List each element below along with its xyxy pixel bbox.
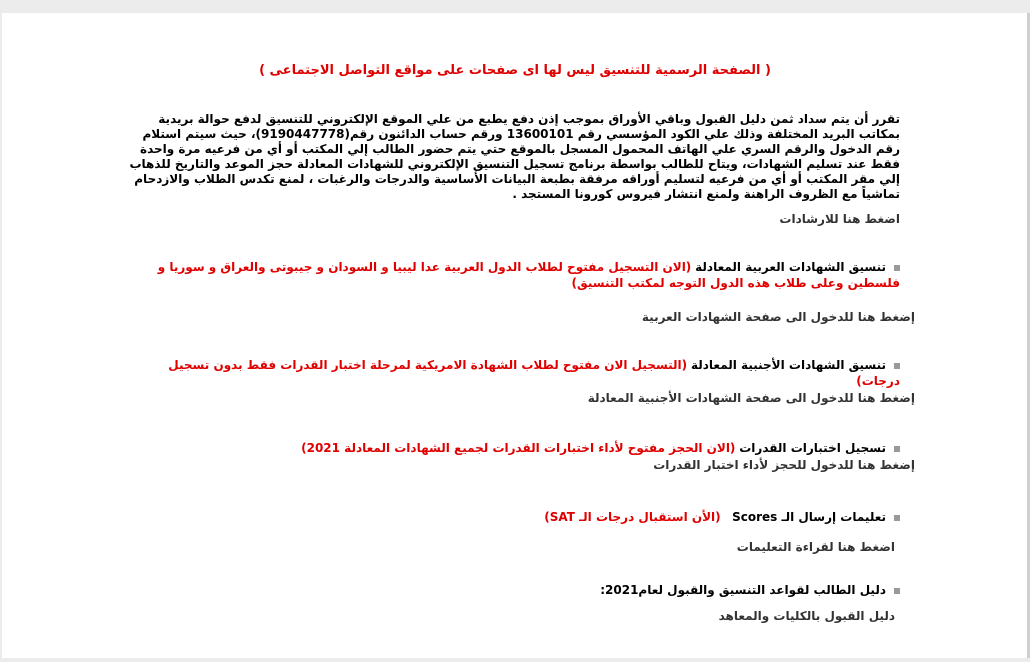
section-title: تنسيق الشهادات العربية المعادلة [695,260,886,274]
bullet-icon [894,265,900,271]
section-title: دليل الطالب لقواعد التنسيق والقبول لعام2021: [600,583,886,597]
bullet-icon [894,363,900,369]
official-page-notice: ( الصفحة الرسمية للتنسيق ليس لها اى صفحات على مواقع التواصل الاجتماعى ) [259,63,771,78]
section-arabic-certificates [110,259,900,291]
page-content [2,13,1030,658]
scores-instructions-link[interactable]: اضغط هنا لقراءة التعليمات [736,540,895,554]
section-foreign-certificates [140,357,900,389]
section-title: تسجيل اختبارات القدرات [739,441,886,455]
section-student-guide [110,582,900,598]
section-title: تعليمات إرسال الـ Scores [732,510,886,524]
section-status: (التسجيل الان مفتوح لطلاب الشهادة الامريكية لمرحلة اختبار القدرات فقط بدون تسجيل درجات) [168,358,900,388]
section-aptitude-tests [110,440,900,456]
arabic-certificates-link[interactable]: إضغط هنا للدخول الى صفحة الشهادات العربية [641,310,915,324]
intro-paragraph: تقرر أن يتم سداد ثمن دليل القبول وباقي الأوراق بموجب إذن دفع يطبع من علي الموقع الإلكتروني للتنسيق لدفع حوالة بريدية بمكاتب البريد المختلفة وذلك علي الكود المؤسسي رقم 13600101 ورقم حساب الدائنون رقم(9190447778)، حيث سيتم استلام رقم الدخول والرقم السري علي الهاتف المحمول المسجل بالموقع حتي يتم حضور الطالب إلي المكتب أو أي من فرعيه مرة واحدة فقط عند تسليم الشهادات، ويتاح للطالب بواسطة برنامج تسجيل التنسيق الإلكتروني للشهادات المعادلة حجز الموعد والتاريخ للذهاب إلي مقر المكتب أو أي من فرعيه لتسليم أوراقه مرفقة بطبعة البيانات الأساسية والدرجات والرغبات ، لمنع تكدس الطلاب والازدحام تماشياً مع الظروف الراهنة ولمنع انتشار فيروس كورونا المستجد . [129,112,900,201]
section-status: (الان التسجيل مفتوح لطلاب الدول العربية عدا ليبيا و السودان و جيبوتى والعراق و سوريا و فلسطين وعلى طلاب هذه الدول التوجه لمكتب التنسيق) [157,260,900,290]
aptitude-tests-link[interactable]: إضغط هنا للدخول للحجز لأداء اختبار القدرات [653,458,915,472]
section-status: (الأن استقبال درجات الـ SAT) [544,510,721,524]
section-scores-instructions [110,509,900,525]
bullet-icon [894,588,900,594]
student-guide-link[interactable]: دليل القبول بالكليات والمعاهد [718,609,895,623]
bullet-icon [894,515,900,521]
foreign-certificates-link[interactable]: إضغط هنا للدخول الى صفحة الشهادات الأجنبية المعادلة [587,391,915,405]
guidelines-link[interactable]: اضغط هنا للارشادات [779,212,900,226]
section-title: تنسيق الشهادات الأجنبية المعادلة [690,358,886,372]
bullet-icon [894,446,900,452]
section-status: (الان الحجز مفتوح لأداء اختبارات القدرات لجميع الشهادات المعادلة 2021) [301,441,736,455]
